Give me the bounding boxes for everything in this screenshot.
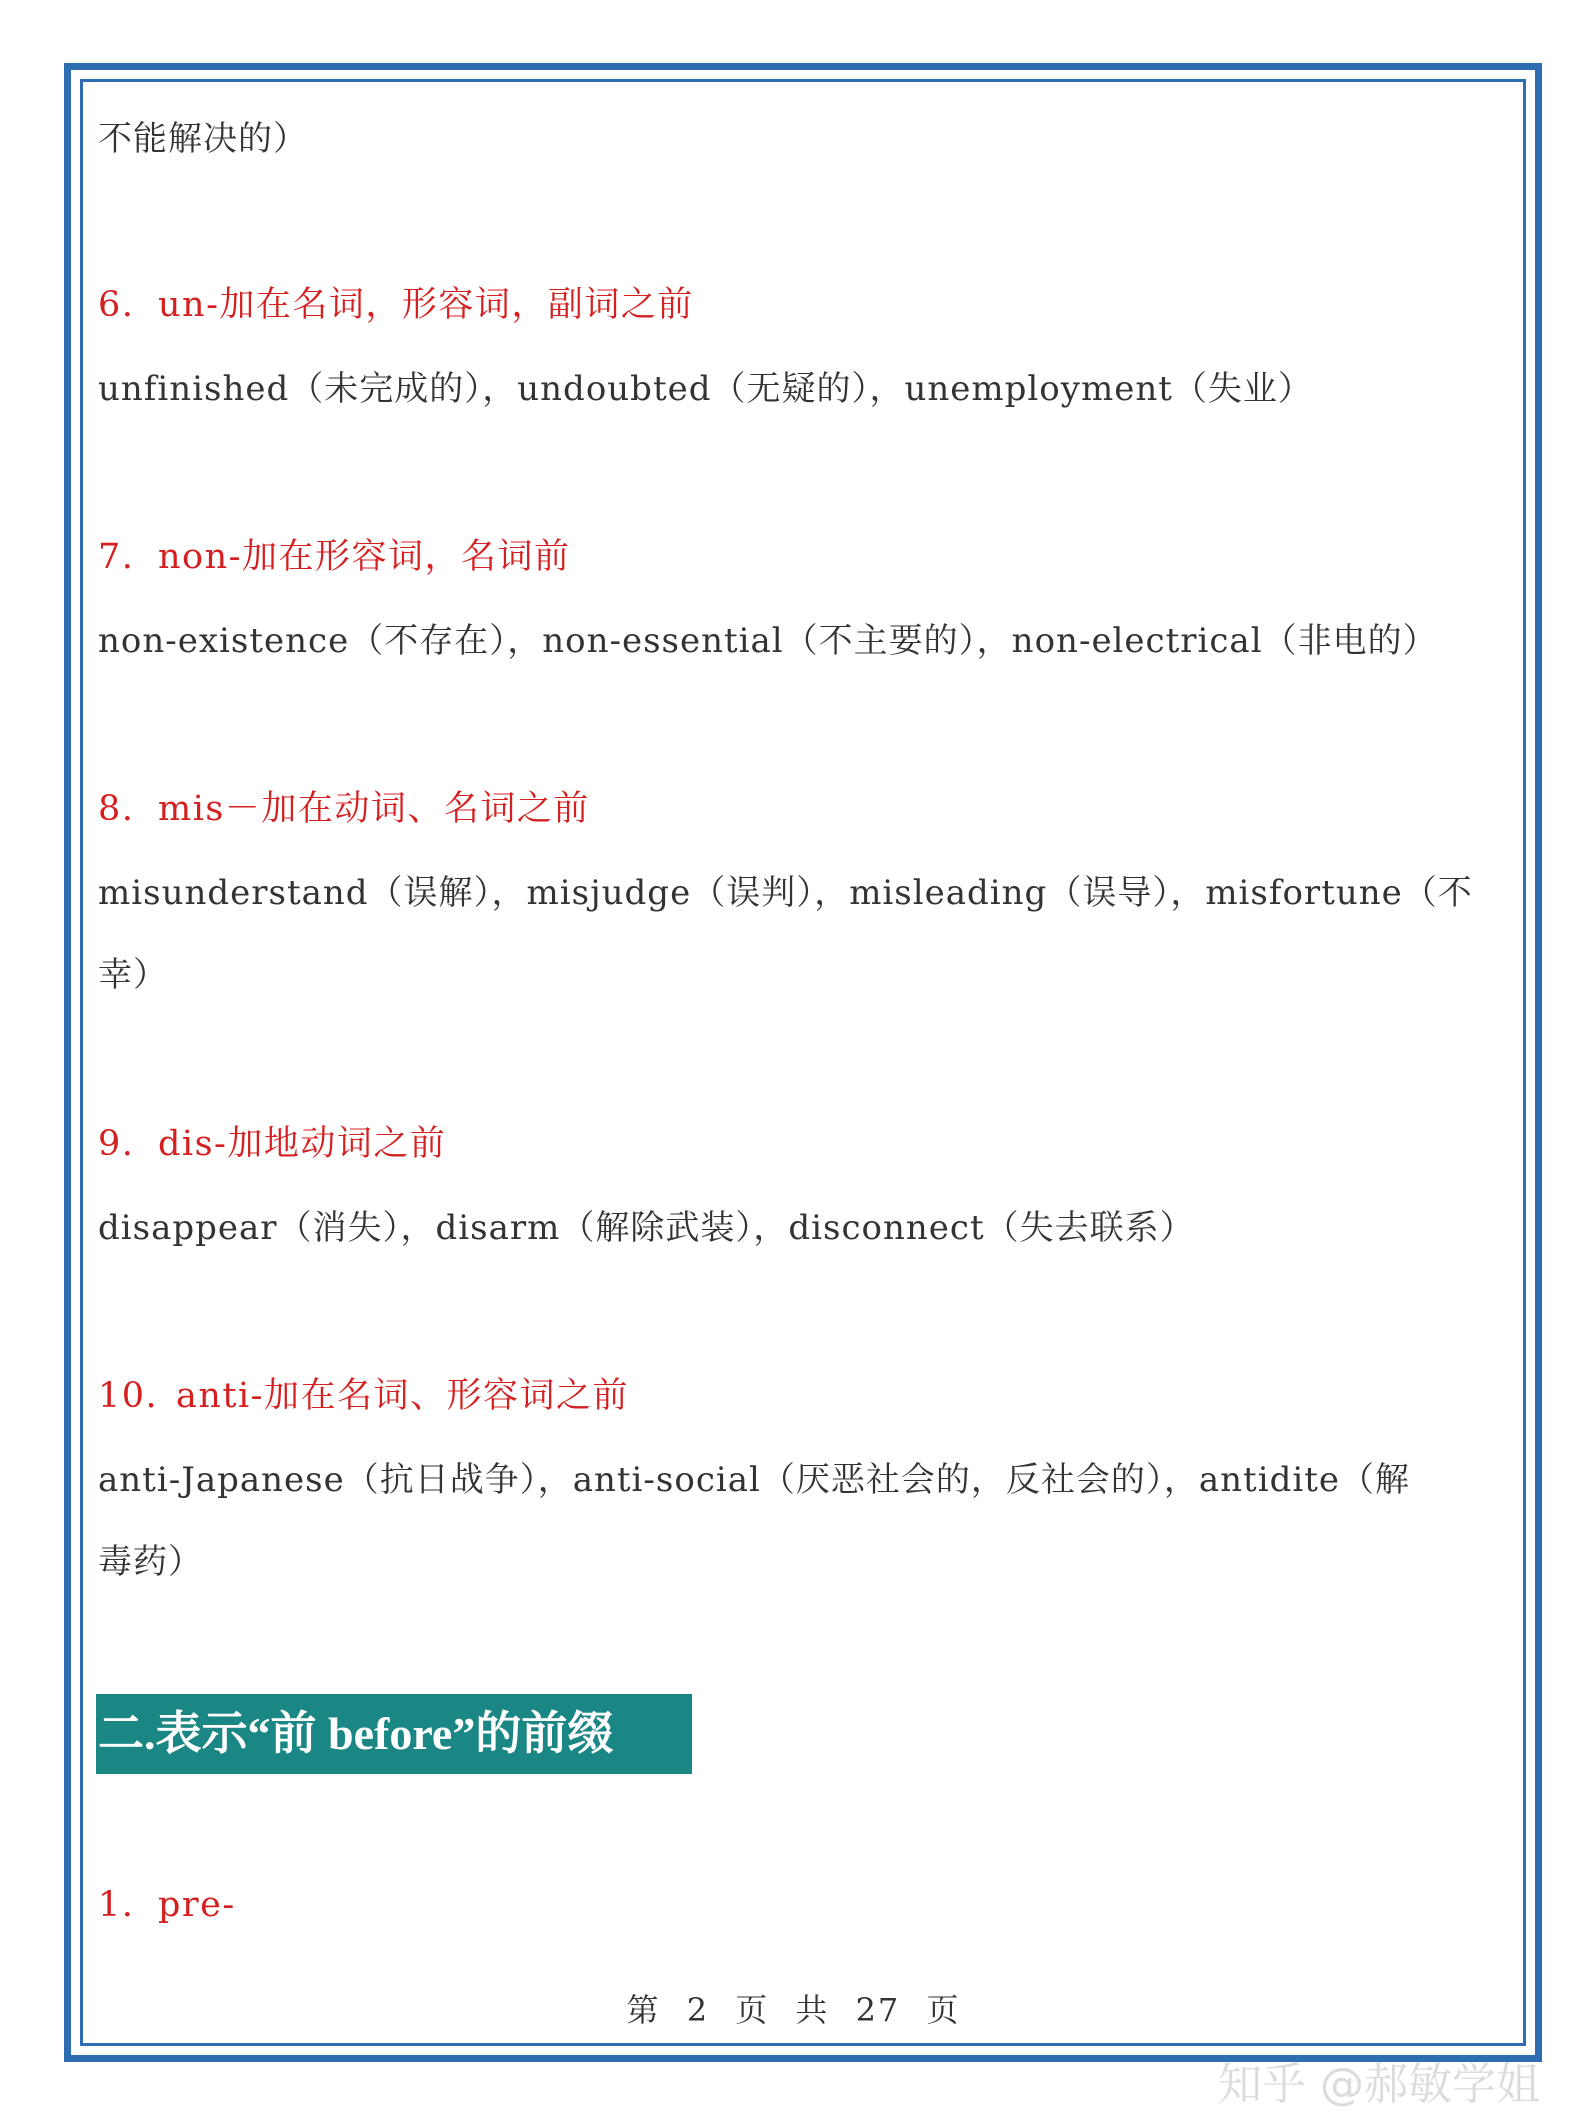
item-heading-9 xyxy=(98,1124,447,1164)
item-heading-7 xyxy=(98,537,571,577)
continuation-text: 不能解决的） xyxy=(98,119,308,159)
item-example-line: misunderstand（误解），misjudge（误判），misleading（误导），misfortune（不 xyxy=(98,873,1473,913)
section-banner: 二.表示“前 before”的前缀 xyxy=(96,1694,692,1774)
item-title: anti-加在名词、形容词之前 xyxy=(176,1376,629,1416)
item-title: un-加在名词，形容词，副词之前 xyxy=(158,285,694,325)
item-title: pre- xyxy=(158,1885,236,1925)
page-footer: 第 2 页 共 27 页 xyxy=(626,1991,961,2029)
item-example-line: disappear（消失），disarm（解除武装），disconnect（失去联系） xyxy=(98,1208,1195,1248)
item-title: non-加在形容词，名词前 xyxy=(158,537,571,577)
item-number: 10. xyxy=(98,1376,159,1416)
item-example-line: 毒药） xyxy=(98,1542,203,1582)
item-example-line: unfinished（未完成的），undoubted（无疑的），unemployment（失业） xyxy=(98,369,1313,409)
item-example-line: 幸） xyxy=(98,955,168,995)
item-number: 6. xyxy=(98,285,135,325)
item-number: 7. xyxy=(98,537,135,577)
item-example-line: anti-Japanese（抗日战争），anti-social（厌恶社会的，反社会的），antidite（解 xyxy=(98,1460,1411,1500)
item-example-line: non-existence（不存在），non-essential（不主要的），non-electrical（非电的） xyxy=(98,621,1438,661)
item-number: 8. xyxy=(98,789,135,829)
item-heading-10 xyxy=(98,1376,629,1416)
item-heading-8 xyxy=(98,789,590,829)
item-number: 1. xyxy=(98,1885,135,1925)
item-title: dis-加地动词之前 xyxy=(158,1124,447,1164)
item-number: 9. xyxy=(98,1124,135,1164)
item-title: mis－加在动词、名词之前 xyxy=(158,789,590,829)
item-heading-6 xyxy=(98,285,694,325)
section-item-heading-1 xyxy=(98,1885,236,1925)
watermark: 知乎 @郝敏学姐 xyxy=(1218,2059,1540,2110)
